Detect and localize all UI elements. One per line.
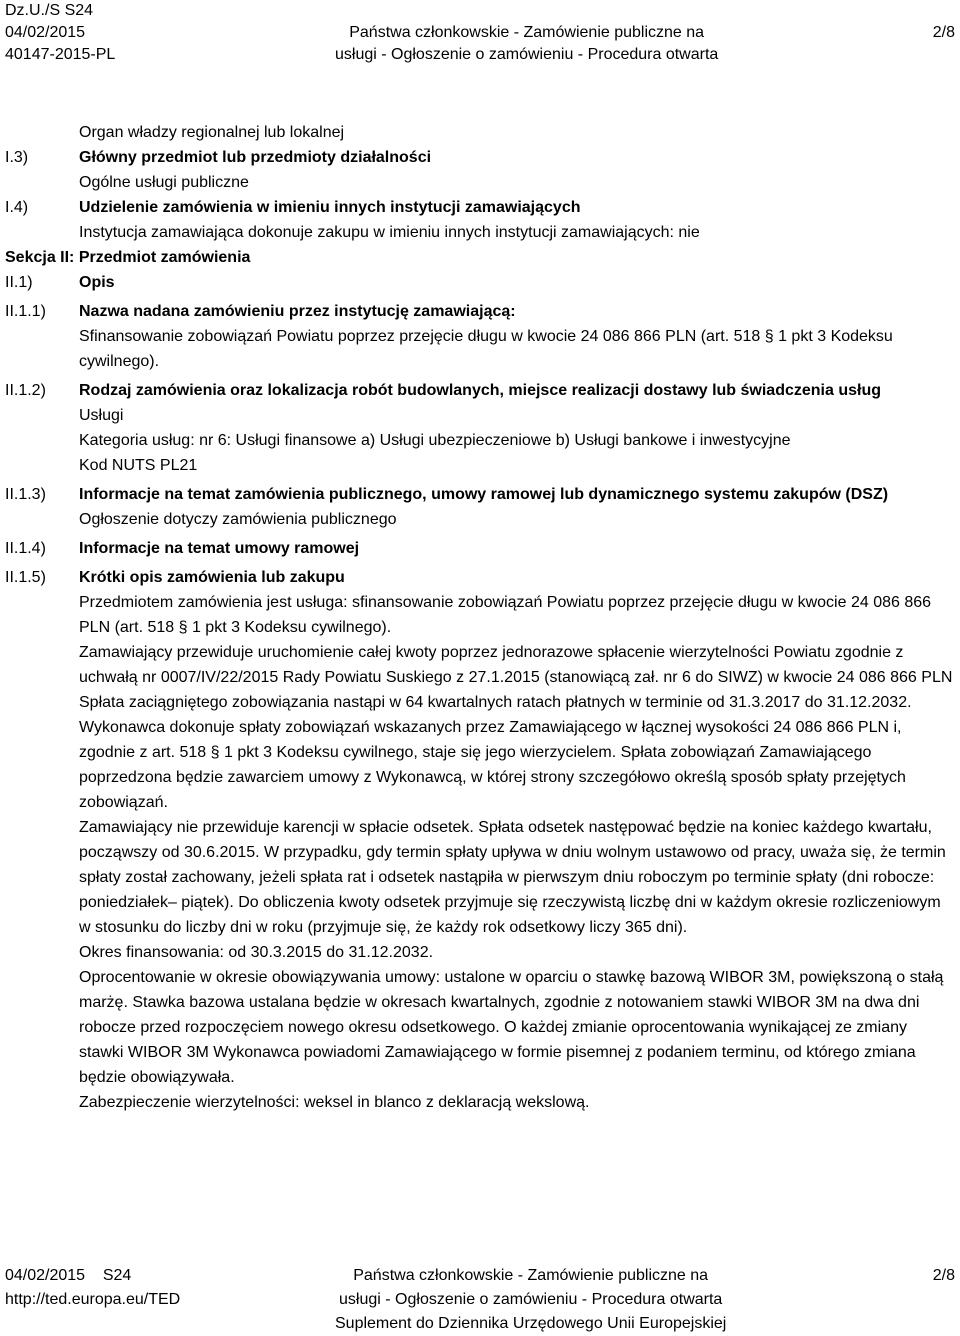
description-paragraph: Zabezpieczenie wierzytelności: weksel in blanco z deklaracją wekslową. [79, 1094, 590, 1111]
footer-title-line1: Państwa członkowskie - Zamówienie publiczne na [353, 1267, 709, 1284]
authority-type-row [5, 120, 955, 145]
section-heading: Udzielenie zamówienia w imieniu innych instytucji zamawiających [79, 199, 581, 216]
section-heading: Nazwa nadana zamówieniu przez instytucję zamawiającą: [79, 303, 516, 320]
header-page-number: 2/8 [932, 24, 955, 41]
section-number: II.1.3) [5, 486, 46, 503]
section-heading: Informacje na temat zamówienia publicznego, umowy ramowej lub dynamicznego systemu zakupów (DSZ) [79, 486, 889, 503]
section-number: I.4) [5, 199, 29, 216]
description-paragraph: Okres finansowania: od 30.3.2015 do 31.12.2032. [79, 944, 434, 961]
section-ii-title: Sekcja II: Przedmiot zamówienia [5, 249, 251, 266]
section-value: Ogłoszenie dotyczy zamówienia publicznego [79, 511, 397, 528]
footer-title [335, 1264, 726, 1336]
service-category: Kategoria usług: nr 6: Usługi finansowe a) Usługi ubezpieczeniowe b) Usługi bankowe i inwestycyjne [79, 432, 791, 449]
section-ii13 [5, 482, 955, 532]
header-date: 04/02/2015 [5, 24, 86, 41]
header-left [5, 0, 115, 66]
section-ii15 [5, 565, 955, 1115]
section-number: II.1.5) [5, 569, 46, 586]
section-value: Ogólne usługi publiczne [79, 174, 249, 191]
page-footer [5, 1264, 955, 1334]
description-paragraph: Przedmiotem zamówienia jest usługa: sfinansowanie zobowiązań Powiatu poprzez przejęcie długu w kwocie 24 086 866 PLN (art. 518 § 1 pkt 3 Kodeksu cywilnego). [79, 594, 932, 636]
section-heading: Informacje na temat umowy ramowej [79, 540, 360, 557]
section-heading: Opis [79, 274, 115, 291]
section-number: I.3) [5, 149, 29, 166]
section-value: Instytucja zamawiająca dokonuje zakupu w imieniu innych instytucji zamawiających: nie [79, 224, 700, 241]
section-number: II.1.4) [5, 540, 46, 557]
authority-type: Organ władzy regionalnej lub lokalnej [79, 124, 345, 141]
section-heading: Rodzaj zamówienia oraz lokalizacja robót budowlanych, miejsce realizacji dostawy lub świadczenia usług [79, 382, 881, 399]
section-value: Sfinansowanie zobowiązań Powiatu poprzez przejęcie długu w kwocie 24 086 866 PLN (art. 518 § 1 pkt 3 Kodeksu cywilnego). [79, 328, 893, 370]
section-ii12 [5, 378, 955, 478]
description-paragraph: Zamawiający nie przewiduje karencji w spłacie odsetek. Spłata odsetek następować będzie na koniec każdego kwartału, począwszy od 30.6.2015. W przypadku, gdy termin spłaty upływa w dniu wolnym ustawowo od pracy, uważa się, że termin spłaty został zachowany, jeżeli spłata rat i odsetek nastąpiła w pierwszym dniu roboczym po terminie spłaty (dni robocze: poniedziałek– piątek). Do obliczenia kwoty odsetek przyjmuje się rzeczywistą liczbę dni w każdym okresie rozliczeniowym w stosunku do liczby dni w roku (przyjmuje się, że każdy rok odsetkowy liczy 365 dni). [79, 819, 946, 936]
section-i3 [5, 145, 955, 195]
description-paragraph: Oprocentowanie w okresie obowiązywania umowy: ustalone w oparciu o stawkę bazową WIBOR 3M, powiększoną o stałą marżę. Stawka bazowa ustalana będzie w okresach kwartalnych, zgodnie z notowaniem stawki WIBOR 3M na dwa dni robocze przed rozpoczęciem nowego okresu odsetkowego. O każdej zmianie oprocentowania wynikającej ze zmiany stawki WIBOR 3M Wykonawca powiadomi Zamawiającego w formie pisemnej z podaniem terminu, od którego zmiana będzie obowiązywała. [79, 969, 944, 1086]
journal-ref: Dz.U./S S24 [5, 2, 94, 19]
footer-issue: S24 [102, 1267, 132, 1284]
section-number: II.1.2) [5, 382, 46, 399]
nuts-code: Kod NUTS PL21 [79, 457, 198, 474]
description-paragraph: Spłata zaciągniętego zobowiązania nastąpi w 64 kwartalnych ratach płatnych w terminie od 31.3.2017 do 31.12.2032. [79, 694, 912, 711]
header-title-line1: Państwa członkowskie - Zamówienie publiczne na [349, 24, 705, 41]
footer-url[interactable]: http://ted.europa.eu/TED [5, 1291, 181, 1308]
section-number: II.1) [5, 274, 33, 291]
section-ii14 [5, 536, 955, 561]
section-ii1 [5, 270, 955, 295]
description-paragraph: Wykonawca dokonuje spłaty zobowiązań wskazanych przez Zamawiającego w łącznej wysokości 24 086 866 PLN i, zgodnie z art. 518 § 1 pkt 3 Kodeksu cywilnego, staje się jego wierzycielem. Spłata zobowiązań Zamawiającego poprzedzona będzie zawarciem umowy z Wykonawcą, w której strony szczegółowo określą sposób spłaty przejętych zobowiązań. [79, 719, 906, 811]
document-content [5, 120, 955, 1115]
section-heading: Krótki opis zamówienia lub zakupu [79, 569, 345, 586]
footer-left [5, 1264, 180, 1312]
section-number: II.1.1) [5, 303, 46, 320]
section-heading: Główny przedmiot lub przedmioty działalności [79, 149, 432, 166]
footer-title-line2: usługi - Ogłoszenie o zamówieniu - Procedura otwarta [339, 1291, 723, 1308]
header-title-line2: usługi - Ogłoszenie o zamówieniu - Procedura otwarta [335, 46, 719, 63]
header-title [335, 22, 718, 66]
footer-title-line3: Suplement do Dziennika Urzędowego Unii Europejskiej [335, 1315, 727, 1332]
section-i4 [5, 195, 955, 245]
footer-date: 04/02/2015 [5, 1267, 86, 1284]
document-id: 40147-2015-PL [5, 46, 116, 63]
section-ii11 [5, 299, 955, 374]
page-header [5, 0, 955, 70]
contract-type: Usługi [79, 407, 124, 424]
description-paragraph: Zamawiający przewiduje uruchomienie całej kwoty poprzez jednorazowe spłacenie wierzytelności Powiatu zgodnie z uchwałą nr 0007/IV/22/2015 Rady Powiatu Suskiego z 27.1.2015 (stanowiącą zał. nr 6 do SIWZ) w kwocie 24 086 866 PLN [79, 644, 953, 686]
footer-page-number: 2/8 [932, 1267, 955, 1284]
